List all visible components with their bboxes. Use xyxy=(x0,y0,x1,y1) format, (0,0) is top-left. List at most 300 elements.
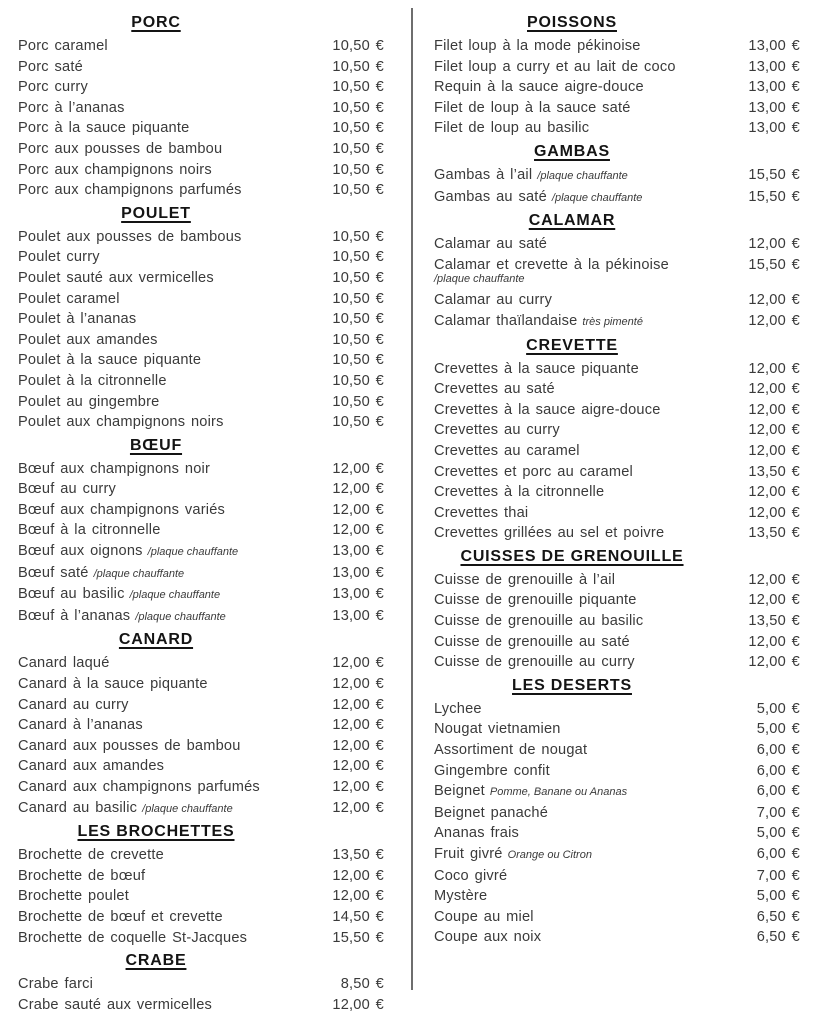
section-header xyxy=(18,201,294,227)
item-name-wrap xyxy=(434,441,588,462)
item-name: Lychee xyxy=(434,700,482,717)
item-price: 12,00 € xyxy=(332,481,384,498)
item-name: Filet loup à la mode pékinoise xyxy=(434,38,641,54)
menu-item-row xyxy=(434,761,800,782)
item-price: 12,00 € xyxy=(748,292,800,309)
item-price: 12,00 € xyxy=(748,312,800,329)
item-name-wrap xyxy=(18,392,167,413)
item-name-wrap xyxy=(18,371,175,392)
item-name: Gingembre confit xyxy=(434,762,550,779)
item-name-wrap xyxy=(434,570,623,591)
item-name-wrap xyxy=(18,139,230,160)
item-name-wrap xyxy=(434,36,649,57)
item-price: 12,00 € xyxy=(332,888,384,905)
item-name-wrap xyxy=(18,845,172,866)
item-name: Brochette de bœuf et crevette xyxy=(18,908,223,925)
item-price: 12,00 € xyxy=(332,996,384,1013)
item-name-wrap xyxy=(18,756,172,777)
item-name: Bœuf saté xyxy=(18,564,89,581)
column-divider xyxy=(411,8,413,990)
menu-item-row xyxy=(434,927,800,948)
item-price: 7,00 € xyxy=(756,804,800,821)
item-price: 6,50 € xyxy=(756,929,800,946)
item-price: 12,00 € xyxy=(748,484,800,501)
menu-item-row xyxy=(434,823,800,844)
item-name: Canard aux amandes xyxy=(18,758,165,775)
menu-item-row xyxy=(434,844,800,866)
item-name: Crevettes grillées au sel et poivre xyxy=(434,525,665,542)
item-name-wrap xyxy=(18,520,169,541)
item-name-wrap xyxy=(434,165,636,187)
menu-item-row xyxy=(434,652,800,673)
menu-item-row xyxy=(434,482,800,503)
item-price: 10,50 € xyxy=(332,393,384,410)
item-price: 10,50 € xyxy=(332,120,384,137)
item-name: Porc caramel xyxy=(18,38,108,54)
menu-item-row xyxy=(18,606,384,628)
menu-column-left xyxy=(0,10,410,1024)
item-name-wrap xyxy=(18,57,91,78)
item-note: très pimenté xyxy=(582,315,643,328)
menu-item-row xyxy=(18,500,384,521)
item-name-wrap xyxy=(434,311,651,333)
item-name: Poulet au gingembre xyxy=(18,393,160,410)
item-name-wrap xyxy=(18,886,137,907)
item-name-wrap xyxy=(18,866,153,887)
item-price: 15,50 € xyxy=(748,256,800,273)
menu-item-row xyxy=(434,311,800,333)
section-header xyxy=(18,433,294,459)
menu-item-row xyxy=(18,330,384,351)
item-name: Brochette de bœuf xyxy=(18,867,146,884)
item-name-wrap xyxy=(434,719,569,740)
item-name: Bœuf à l’ananas xyxy=(18,607,131,624)
item-name: Beignet xyxy=(434,783,485,800)
item-name-wrap xyxy=(18,907,231,928)
menu-item-row xyxy=(18,118,384,139)
item-price: 12,00 € xyxy=(332,522,384,539)
item-name: Bœuf aux champignons variés xyxy=(18,501,226,518)
menu-item-row xyxy=(434,379,800,400)
menu-item-row xyxy=(18,756,384,777)
menu-item-row xyxy=(434,611,800,632)
item-price: 13,50 € xyxy=(748,463,800,480)
item-name-wrap xyxy=(18,995,220,1016)
item-name: Gambas au saté xyxy=(434,188,547,205)
item-price: 10,50 € xyxy=(332,161,384,178)
item-name-wrap xyxy=(18,268,222,289)
item-name: Ananas frais xyxy=(434,825,520,842)
item-price: 13,50 € xyxy=(748,525,800,542)
item-price: 5,00 € xyxy=(756,700,800,717)
item-name: Calamar et crevette à la pékinoise xyxy=(434,256,669,273)
item-price: 12,00 € xyxy=(332,696,384,713)
menu-item-row xyxy=(18,36,384,57)
item-name: Calamar au curry xyxy=(434,292,553,309)
section-title: CANARD xyxy=(118,631,194,649)
item-price: 13,00 € xyxy=(748,99,800,116)
menu-item-row xyxy=(18,866,384,887)
item-name-wrap xyxy=(434,866,515,887)
item-price: 6,00 € xyxy=(756,742,800,759)
menu-item-row xyxy=(434,420,800,441)
item-price: 14,50 € xyxy=(332,908,384,925)
item-name: Canard aux pousses de bambou xyxy=(18,737,241,754)
menu-column-right xyxy=(410,10,821,1024)
menu-item-row xyxy=(18,798,384,820)
item-price: 12,00 € xyxy=(748,571,800,588)
menu-item-row xyxy=(18,777,384,798)
menu-item-row xyxy=(18,247,384,268)
item-name-wrap xyxy=(434,400,669,421)
item-name-wrap xyxy=(434,57,684,78)
item-name-wrap xyxy=(18,541,246,563)
item-name: Assortiment de nougat xyxy=(434,742,588,759)
item-name-wrap xyxy=(434,781,635,803)
item-name: Filet loup a curry et au lait de coco xyxy=(434,58,676,75)
item-name-wrap xyxy=(18,118,197,139)
menu-item-row xyxy=(18,563,384,585)
item-name: Crevettes et porc au caramel xyxy=(434,463,633,480)
item-name-wrap xyxy=(18,674,216,695)
menu-item-row xyxy=(18,736,384,757)
item-price: 13,00 € xyxy=(332,586,384,603)
item-price: 12,00 € xyxy=(748,401,800,418)
item-note: /plaque chauffante xyxy=(551,191,643,204)
item-price: 10,50 € xyxy=(332,140,384,157)
item-name-wrap xyxy=(18,606,234,628)
section-title: GAMBAS xyxy=(534,142,610,160)
section-header xyxy=(18,948,294,974)
item-price: 12,00 € xyxy=(332,460,384,477)
menu-item-row xyxy=(434,886,800,907)
item-name-wrap xyxy=(434,740,595,761)
item-name: Canard au basilic xyxy=(18,799,138,816)
item-name: Poulet à la sauce piquante xyxy=(18,352,202,369)
item-price: 12,00 € xyxy=(748,633,800,650)
item-name-wrap xyxy=(434,652,643,673)
item-name: Crabe farci xyxy=(18,976,94,993)
item-name-wrap xyxy=(18,459,218,480)
item-name-wrap xyxy=(18,36,116,57)
item-name: Calamar au saté xyxy=(434,236,548,253)
section-title: POISSONS xyxy=(527,14,617,31)
section-title: POULET xyxy=(121,204,191,222)
item-name: Poulet sauté aux vermicelles xyxy=(18,269,214,286)
menu-item-row xyxy=(434,590,800,611)
menu-item-row xyxy=(18,180,384,201)
item-name: Canard au curry xyxy=(18,696,129,713)
item-name: Beignet panaché xyxy=(434,804,549,821)
section-title: LES BROCHETTES xyxy=(77,823,235,841)
item-name: Filet de loup au basilic xyxy=(434,120,590,137)
section-header xyxy=(18,10,294,36)
section-header xyxy=(434,673,710,699)
item-name: Poulet caramel xyxy=(18,290,120,307)
item-name: Canard à l’ananas xyxy=(18,717,143,734)
item-name-wrap xyxy=(434,803,556,824)
item-price: 10,50 € xyxy=(332,414,384,431)
section-header xyxy=(434,333,710,359)
menu-item-row xyxy=(18,268,384,289)
item-name-wrap xyxy=(18,289,128,310)
item-price: 13,00 € xyxy=(748,58,800,75)
menu-item-row xyxy=(18,584,384,606)
item-name-wrap xyxy=(18,928,255,949)
item-price: 12,00 € xyxy=(748,654,800,671)
item-price: 12,00 € xyxy=(332,779,384,795)
item-name: Gambas à l’ail xyxy=(434,166,533,183)
item-price: 10,50 € xyxy=(332,372,384,389)
item-name-wrap xyxy=(434,77,652,98)
item-name: Cuisse de grenouille au saté xyxy=(434,633,630,650)
item-name-wrap xyxy=(18,77,96,98)
item-name-wrap xyxy=(18,653,118,674)
menu-item-row xyxy=(18,77,384,98)
menu-item-row xyxy=(18,928,384,949)
item-name: Canard laqué xyxy=(18,655,110,672)
menu-item-row xyxy=(18,541,384,563)
item-name: Porc curry xyxy=(18,79,88,96)
menu-item-row xyxy=(18,995,384,1016)
item-name-wrap xyxy=(434,98,639,119)
item-name: Crevettes à la sauce piquante xyxy=(434,360,639,377)
menu-item-row xyxy=(18,289,384,310)
item-name: Bœuf aux oignons xyxy=(18,543,143,560)
item-name-wrap xyxy=(18,736,249,757)
menu-item-row xyxy=(434,359,800,380)
item-note: Orange ou Citron xyxy=(507,849,592,861)
item-name: Brochette de crevette xyxy=(18,847,164,864)
item-name-wrap xyxy=(18,309,144,330)
item-name-wrap xyxy=(18,715,151,736)
section-title: PORC xyxy=(131,14,181,31)
section-header xyxy=(434,208,710,234)
item-price: 12,00 € xyxy=(332,799,384,816)
menu-item-row xyxy=(434,570,800,591)
item-name-wrap xyxy=(434,255,677,291)
item-price: 12,00 € xyxy=(748,592,800,609)
item-name: Bœuf au curry xyxy=(18,481,117,498)
item-name-wrap xyxy=(434,379,563,400)
item-price: 12,00 € xyxy=(748,504,800,521)
item-name: Porc aux pousses de bambou xyxy=(18,140,223,157)
item-note: Pomme, Banane ou Ananas xyxy=(489,786,628,799)
item-price: 10,50 € xyxy=(332,79,384,96)
section-title: CRABE xyxy=(125,952,187,970)
item-name-wrap xyxy=(434,234,555,255)
item-name: Poulet à l’ananas xyxy=(18,311,137,328)
menu-item-row xyxy=(434,719,800,740)
item-name: Canard à la sauce piquante xyxy=(18,676,208,693)
menu-item-row xyxy=(434,290,800,311)
item-note: /plaque chauffante xyxy=(142,802,233,815)
item-price: 15,50 € xyxy=(748,188,800,205)
item-name: Cuisse de grenouille piquante xyxy=(434,592,637,609)
item-name-wrap xyxy=(434,823,527,844)
item-name: Crevettes au caramel xyxy=(434,442,580,459)
item-name: Bœuf aux champignons noir xyxy=(18,460,211,477)
item-price: 10,50 € xyxy=(332,352,384,369)
menu-item-row xyxy=(18,309,384,330)
item-name-wrap xyxy=(434,611,651,632)
menu-item-row xyxy=(18,371,384,392)
item-name-wrap xyxy=(18,479,124,500)
item-price: 6,00 € xyxy=(756,846,800,862)
item-name: Requin à la sauce aigre-douce xyxy=(434,79,644,96)
item-name: Poulet aux amandes xyxy=(18,331,158,348)
item-name-wrap xyxy=(18,247,108,268)
item-price: 5,00 € xyxy=(756,721,800,738)
item-name-wrap xyxy=(434,118,597,139)
item-name-wrap xyxy=(434,590,645,611)
item-price: 5,00 € xyxy=(756,825,800,842)
item-price: 10,50 € xyxy=(332,269,384,286)
item-price: 6,00 € xyxy=(756,762,800,779)
menu-item-row xyxy=(434,77,800,98)
item-price: 13,00 € xyxy=(748,38,800,54)
item-name-wrap xyxy=(18,160,220,181)
menu-item-row xyxy=(18,695,384,716)
item-price: 12,00 € xyxy=(332,676,384,693)
item-price: 7,00 € xyxy=(756,867,800,884)
menu-item-row xyxy=(18,227,384,248)
item-name: Nougat vietnamien xyxy=(434,721,561,738)
item-name: Brochette de coquelle St-Jacques xyxy=(18,929,248,946)
menu-item-row xyxy=(18,350,384,371)
item-price: 13,50 € xyxy=(748,613,800,630)
section-title: BŒUF xyxy=(129,436,183,454)
item-name-wrap xyxy=(434,187,650,209)
item-name-wrap xyxy=(18,180,250,201)
item-name-wrap xyxy=(18,777,268,798)
item-price: 12,00 € xyxy=(332,501,384,518)
item-name: Porc aux champignons noirs xyxy=(18,161,212,178)
item-name-wrap xyxy=(18,563,192,585)
item-price: 12,00 € xyxy=(332,758,384,775)
menu-item-row xyxy=(434,36,800,57)
menu-item-row xyxy=(434,699,800,720)
item-name: Bœuf à la citronnelle xyxy=(18,522,161,539)
item-name-wrap xyxy=(434,482,612,503)
menu-item-row xyxy=(18,412,384,433)
menu-item-row xyxy=(434,98,800,119)
item-name-wrap xyxy=(18,500,233,521)
item-price: 12,00 € xyxy=(748,236,800,253)
item-price: 12,00 € xyxy=(332,717,384,734)
item-price: 13,00 € xyxy=(332,607,384,624)
item-price: 8,50 € xyxy=(340,976,384,993)
menu-item-row xyxy=(18,57,384,78)
item-price: 15,50 € xyxy=(332,929,384,946)
item-note: /plaque chauffante xyxy=(93,567,185,580)
item-name: Porc à la sauce piquante xyxy=(18,120,190,137)
item-name-wrap xyxy=(18,98,133,119)
section-title: CALAMAR xyxy=(528,212,616,230)
item-name-wrap xyxy=(18,974,101,995)
menu-item-row xyxy=(18,98,384,119)
item-price: 12,00 € xyxy=(332,737,384,754)
menu-item-row xyxy=(434,441,800,462)
menu-item-row xyxy=(434,907,800,928)
section-title: LES DESERTS xyxy=(512,676,632,694)
menu-item-row xyxy=(434,165,800,187)
item-price: 6,50 € xyxy=(756,908,800,925)
menu-item-row xyxy=(18,715,384,736)
item-name-wrap xyxy=(434,927,549,948)
menu-item-row xyxy=(18,459,384,480)
item-name: Cuisse de grenouille au basilic xyxy=(434,613,644,630)
item-name-wrap xyxy=(434,761,558,782)
item-price: 5,00 € xyxy=(756,888,800,905)
item-name: Porc à l’ananas xyxy=(18,99,125,116)
item-name: Poulet aux pousses de bambous xyxy=(18,228,242,245)
menu-item-row xyxy=(18,845,384,866)
menu-item-row xyxy=(18,520,384,541)
item-price: 10,50 € xyxy=(332,311,384,328)
item-price: 13,00 € xyxy=(332,564,384,581)
menu-item-row xyxy=(18,392,384,413)
item-price: 13,50 € xyxy=(332,847,384,864)
menu-item-row xyxy=(434,234,800,255)
menu-item-row xyxy=(18,160,384,181)
menu-item-row xyxy=(18,974,384,995)
item-name: Poulet curry xyxy=(18,249,100,266)
item-name-wrap xyxy=(18,584,228,606)
section-header xyxy=(18,819,294,845)
menu-item-row xyxy=(434,781,800,803)
item-name: Poulet à la citronnelle xyxy=(18,372,167,389)
item-name: Porc aux champignons parfumés xyxy=(18,182,242,199)
item-name: Fruit givré xyxy=(434,846,503,862)
item-name-wrap xyxy=(434,420,568,441)
item-name: Coupe aux noix xyxy=(434,929,542,946)
item-name: Mystère xyxy=(434,888,488,905)
menu-item-row xyxy=(18,653,384,674)
item-name: Crabe sauté aux vermicelles xyxy=(18,996,213,1013)
item-note: /plaque chauffante xyxy=(434,273,525,286)
menu-item-row xyxy=(434,255,800,291)
item-name-wrap xyxy=(18,412,232,433)
item-price: 10,50 € xyxy=(332,182,384,199)
section-header xyxy=(434,544,710,570)
section-title: CUISSES DE GRENOUILLE xyxy=(460,547,684,565)
item-name: Crevettes à la sauce aigre-douce xyxy=(434,401,661,418)
item-price: 10,50 € xyxy=(332,99,384,116)
item-name-wrap xyxy=(18,350,209,371)
menu-item-row xyxy=(434,632,800,653)
item-note: /plaque chauffante xyxy=(135,610,226,623)
item-price: 10,50 € xyxy=(332,290,384,307)
section-header xyxy=(434,10,710,36)
item-price: 12,00 € xyxy=(332,655,384,672)
item-name-wrap xyxy=(434,523,672,544)
item-name: Porc saté xyxy=(18,58,83,75)
item-name-wrap xyxy=(434,907,542,928)
item-price: 10,50 € xyxy=(332,58,384,75)
item-price: 13,00 € xyxy=(332,543,384,560)
menu-item-row xyxy=(434,57,800,78)
item-name-wrap xyxy=(18,695,137,716)
item-name: Cuisse de grenouille à l’ail xyxy=(434,571,616,588)
menu-item-row xyxy=(434,503,800,524)
item-price: 6,00 € xyxy=(756,783,800,800)
item-price: 12,00 € xyxy=(748,422,800,439)
section-header xyxy=(18,627,294,653)
menu-item-row xyxy=(18,886,384,907)
item-name: Crevettes au saté xyxy=(434,381,555,398)
menu-item-row xyxy=(434,803,800,824)
